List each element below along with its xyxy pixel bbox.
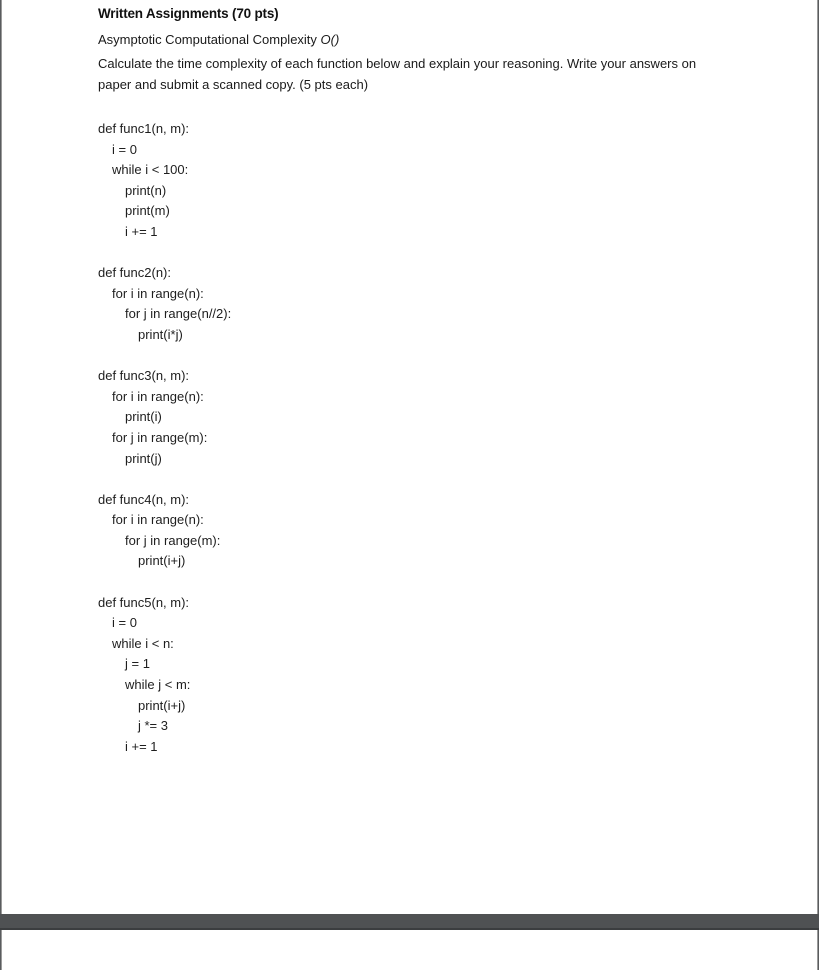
blank-line [98,346,498,367]
big-o-notation: O() [320,32,340,47]
document-page [1,0,818,914]
code-line: i += 1 [125,223,158,239]
code-line: def func3(n, m): [98,368,190,384]
code-line: print(j) [125,450,162,466]
code-line: def func2(n): [98,265,171,281]
code-line: for j in range(m): [112,429,208,445]
instructions-line-2: paper and submit a scanned copy. (5 pts each) [98,77,369,92]
blank-line [98,572,498,593]
code-line: for j in range(n//2): [125,306,232,322]
code-line: for i in range(n): [112,285,204,301]
code-line: print(n) [125,182,167,198]
code-line: for i in range(n): [112,512,204,528]
code-line: while i < 100: [112,162,189,178]
blank-line [98,469,498,490]
code-line: for j in range(m): [125,532,221,548]
code-line: print(i*j) [138,326,183,342]
code-line: print(i+j) [138,553,186,569]
code-line: def func4(n, m): [98,491,190,507]
code-line: i += 1 [125,738,158,754]
code-line: while i < n: [112,635,174,651]
instructions [98,53,738,95]
code-line: print(m) [125,203,170,219]
section-subtitle [98,32,339,47]
blank-line [98,243,498,264]
code-block [98,119,498,757]
code-line: j = 1 [125,656,150,672]
code-line: i = 0 [112,141,137,157]
code-line: j *= 3 [138,718,168,734]
code-line: def func1(n, m): [98,121,190,136]
page-title: Written Assignments (70 pts) [98,6,279,21]
code-line: while j < m: [125,677,191,693]
code-line: for i in range(n): [112,388,204,404]
instructions-line-1: Calculate the time complexity of each function below and explain your reasoning. Write your answers on [98,56,697,71]
next-page [1,930,818,970]
code-line: i = 0 [112,615,137,631]
subtitle-text: Asymptotic Computational Complexity [98,32,321,47]
code-line: print(i) [125,409,162,425]
page-separator [0,914,819,930]
code-line: def func5(n, m): [98,594,190,610]
code-line: print(i+j) [138,697,186,713]
